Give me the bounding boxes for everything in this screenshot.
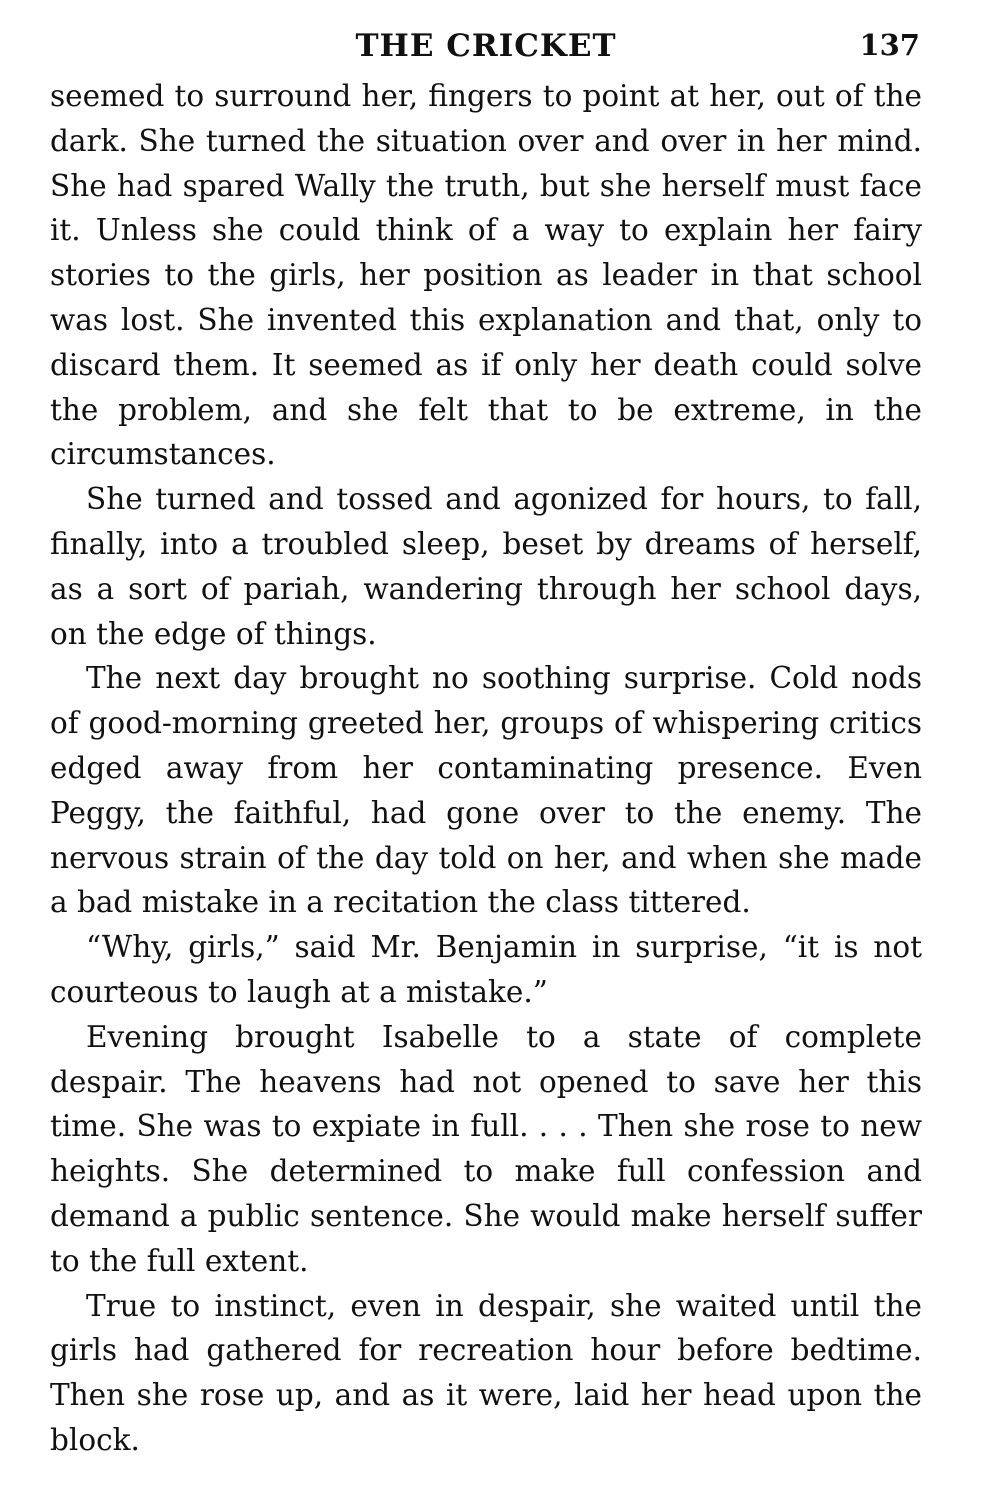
running-title: THE CRICKET [355,28,617,64]
body-text [50,74,922,1463]
paragraph: The next day brought no soothing surprise. Cold nods of good-morning greeted her, groups of whispering critics edged away from her contaminating presence. Even Peggy, the faithful, had gone over to the enemy. The nervous strain of the day told on her, and when she made a bad mistake in a recitation the class tittered. [50,661,922,920]
paragraph: She turned and tossed and agonized for hours, to fall, finally, into a troubled sleep, beset by dreams of herself, as a sort of pariah, wandering through her school days, on the edge of things. [50,482,922,651]
paragraph: Evening brought Isabelle to a state of complete despair. The heavens had not opened to save her this time. She was to expiate in full. . . . Then she rose to new heights. She determined to make full confession and demand a public sentence. She would make herself suffer to the full extent. [50,1019,922,1278]
paragraph-dialogue: “Why, girls,” said Mr. Benjamin in surprise, “it is not courteous to laugh at a mistake.” [50,930,922,1009]
page-number: 137 [859,28,920,62]
book-page [50,20,922,1463]
paragraph: True to instinct, even in despair, she waited until the girls had gathered for recreation hour before bedtime. Then she rose up, and as it were, laid her head upon the block. [50,1288,922,1457]
page-header [50,20,922,74]
paragraph-continued: seemed to surround her, fingers to point at her, out of the dark. She turned the situation over and over in her mind. She had spared Wally the truth, but she herself must face it. Unless she could think of a way to explain her fairy stories to the girls, her position as leader in that school was lost. She invented this explanation and that, only to discard them. It seemed as if only her death could solve the problem, and she felt that to be extreme, in the circumstances. [50,79,922,472]
